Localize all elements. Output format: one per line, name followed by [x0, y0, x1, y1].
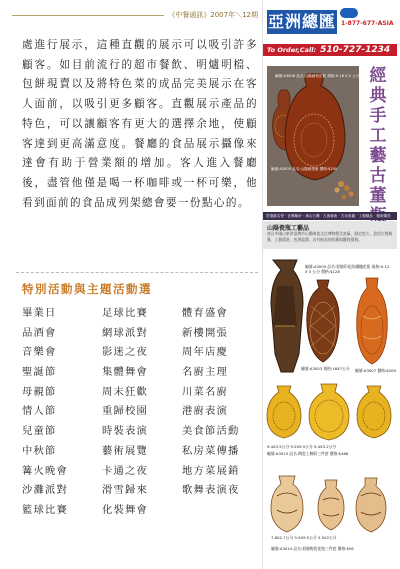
- event-item: 地方菜展銷: [182, 464, 240, 477]
- event-item: 歌舞表演夜: [182, 484, 240, 497]
- event-item: 網球派對: [102, 326, 148, 339]
- event-item: 品酒會: [22, 326, 57, 339]
- event-item: 新樓開張: [182, 326, 228, 339]
- event-item: 川菜名廚: [182, 385, 228, 398]
- tag-p4: 9.4X3.5公分 9.2X9.5公分 9.4X3.2公分: [267, 444, 337, 449]
- events-row: [22, 402, 258, 422]
- event-item: 聖誕節: [22, 366, 57, 379]
- tag-p5: 編號:A3010 品名:陶瓷上釉彩三件套 價格:$488: [267, 451, 349, 456]
- tag-p7: 編號:A3014 品名:彩繪陶瓷花瓶三件套 價格:$56: [271, 546, 354, 551]
- page-header: [12, 8, 258, 22]
- event-item: 影迷之夜: [102, 346, 148, 359]
- orange-vase-image: [351, 276, 393, 368]
- event-item: 籃球比賽: [22, 503, 68, 516]
- event-item: 藝術展覽: [102, 444, 148, 457]
- events-row: [22, 422, 258, 442]
- info-description: 產自中國山東省淄博市山陽陶瓷文化博物館及窯廠，歷史悠久，造型古樸典雅，工藝精湛，色澤溫潤，具有極高的收藏與觀賞價值。: [267, 231, 393, 242]
- tag-feature-a: 編號:A3008 品名:山陽細瓷花瓶 規格:H.16 X.5 公分 價格:$360: [275, 74, 379, 78]
- tag-p3: 編號:A3007 價格:$209: [355, 368, 396, 373]
- feature-product: [263, 60, 397, 212]
- ad-caption-bar: 景德鎮名瓷 · 宜興紫砂 · 佛山石灣 · 古典藝術 · 古玩收藏 · 工藝精品 · 藝術陳設: [263, 212, 397, 220]
- events-grid: [22, 304, 258, 521]
- tag-p6: 7.8X2.7公分 5.5X9.5公分 5.5X2公分: [271, 535, 337, 540]
- toll-free-phone: 1-877-677-ASIA: [341, 20, 394, 27]
- event-item: 足球比賽: [102, 307, 148, 319]
- event-item: 集體舞會: [102, 366, 148, 379]
- event-item: [182, 501, 258, 521]
- event-item: 音樂會: [22, 346, 57, 359]
- event-item: 體育盛會: [182, 307, 228, 319]
- event-item: 周末狂歡: [102, 385, 148, 398]
- event-item: 港廚表演: [182, 405, 228, 418]
- painted-vase-set-image: [269, 474, 393, 534]
- yellow-vase-set-image: [265, 380, 395, 442]
- event-item: 篝火晚會: [22, 464, 68, 477]
- event-item: 美食節活動: [182, 425, 240, 438]
- advertisement-column: [262, 0, 397, 569]
- events-row: [22, 383, 258, 403]
- event-item: 卡通之夜: [102, 464, 148, 477]
- header-rule: [12, 15, 164, 16]
- section-divider: [16, 272, 258, 273]
- tag-p2: 編號:A3003 規格:16X7公分: [301, 366, 350, 371]
- order-label: To Order,Call:: [267, 46, 317, 54]
- event-item: 情人節: [22, 405, 57, 418]
- events-row: [22, 442, 258, 462]
- lattice-vase-image: [301, 276, 345, 366]
- events-row: [22, 363, 258, 383]
- order-phone: 510-727-1234: [320, 45, 391, 55]
- ad-info-box: [263, 221, 397, 249]
- events-row: [22, 304, 258, 324]
- events-row: [22, 462, 258, 482]
- tag-p1: 編號:A3009 品名:彩繪印花紋繡樓花瓶 規格:H.12 X 5 公分 價格:$128: [305, 264, 390, 274]
- ad-header: [263, 8, 397, 40]
- bronze-vase-image: [265, 256, 305, 376]
- order-bar: [263, 44, 397, 56]
- event-item: 時裝表演: [102, 425, 148, 438]
- events-row: [22, 324, 258, 344]
- event-item: 重歸校園: [102, 405, 148, 418]
- brand-badge-icon: [340, 8, 358, 18]
- header-text: 《中餐通訊》2007年＼12期: [168, 11, 258, 19]
- event-item: 中秋節: [22, 444, 57, 457]
- event-item: 名廚主理: [182, 366, 228, 379]
- tag-feature-b: 編號:A3005 品名:山陽細瓷瓶 價格:$240: [271, 167, 338, 171]
- section-title: 特別活動與主題活動選: [22, 282, 152, 296]
- events-row: [22, 343, 258, 363]
- event-item: 沙灘派對: [22, 484, 68, 497]
- event-item: 畢業日: [22, 307, 57, 319]
- article-paragraph: 處進行展示，這種直觀的展示可以吸引許多顧客。如目前流行的超市餐飲、明爐明檔、包餅現賣以及將特色菜的成品完美展示在客人面前，以吸引更多顧客。直觀展示產品的特色，可以讓顧客有更大的選擇余地，使顧客達到更高滿意度。餐廳的食品展示攝像來達會有助于營業額的增加。客人進入餐廳後，盡管他僅是喝一杯咖啡或一杯可樂，他看到面前的食品成列架總會要一份點心的。: [22, 39, 258, 209]
- events-row: [22, 501, 258, 521]
- event-item: 滑雪歸來: [102, 484, 148, 497]
- ad-vertical-title: 經典手工藝古董: [369, 66, 387, 206]
- events-row: [22, 481, 258, 501]
- event-item: 化裝舞會: [102, 503, 148, 516]
- info-title: 山陽瓷瓶工藝品: [267, 225, 310, 232]
- event-item: 兒童節: [22, 425, 57, 438]
- event-item: 私房菜傳播: [182, 444, 240, 457]
- store-logo: 亞洲總匯: [267, 10, 337, 34]
- event-item: 周年店慶: [182, 346, 228, 359]
- event-item: 母親節: [22, 385, 57, 398]
